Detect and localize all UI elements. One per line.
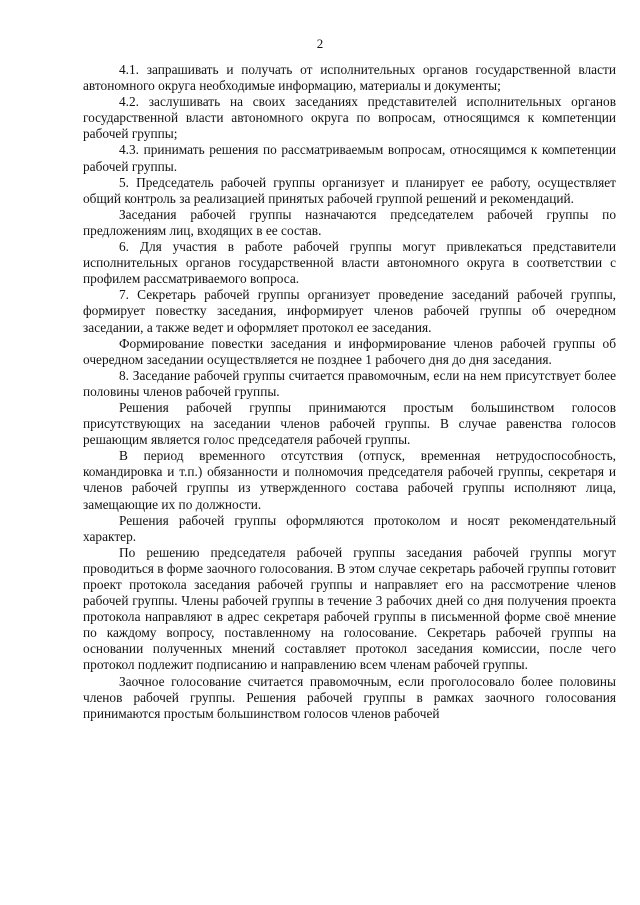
paragraph-temporary-absence: В период временного отсутствия (отпуск, временная нетрудоспособность, командировка и т.п.) обязанности и полномочия председателя рабочей группы, секретаря и членов рабочей группы из утвержденного состава рабочей группы исполняют лица, замещающие их по должности. [83, 448, 616, 512]
paragraph-meetings-scheduling: Заседания рабочей группы назначаются председателем рабочей группы по предложениям лиц, входящих в ее состав. [83, 206, 616, 238]
paragraph-4-1: 4.1. запрашивать и получать от исполнительных органов государственной власти автономного округа необходимые информацию, материалы и документы; [83, 62, 616, 94]
paragraph-4-3: 4.3. принимать решения по рассматриваемым вопросам, относящимся к компетенции рабочей группы. [83, 142, 616, 174]
paragraph-decisions-protocol: Решения рабочей группы оформляются протоколом и носят рекомендательный характер. [83, 512, 616, 544]
paragraph-5: 5. Председатель рабочей группы организует и планирует ее работу, осуществляет общий контроль за реализацией принятых рабочей группой решений и рекомендаций. [83, 174, 616, 206]
paragraph-absentee-voting: По решению председателя рабочей группы заседания рабочей группы могут проводиться в форме заочного голосования. В этом случае секретарь рабочей группы готовит проект протокола заседания рабочей группы и направляет его на рассмотрение членов рабочей группы. Члены рабочей группы в течение 3 рабочих дней со дня получения проекта протокола направляют в адрес секретаря рабочей группы в письменной форме своё мнение по каждому вопросу, поставленному на голосование. Секретарь рабочей группы на основании полученных мнений составляет протокол заседания комиссии, после чего протокол подлежит подписанию и направлению всем членам рабочей группы. [83, 544, 616, 673]
paragraph-7: 7. Секретарь рабочей группы организует проведение заседаний рабочей группы, формирует повестку заседания, информирует членов рабочей группы об очередном заседании, а также ведет и оформляет протокол ее заседания. [83, 287, 616, 335]
document-body [83, 62, 616, 722]
paragraph-agenda-notification: Формирование повестки заседания и информирование членов рабочей группы об очередном заседании осуществляется не позднее 1 рабочего дня до дня заседания. [83, 335, 616, 367]
paragraph-absentee-quorum: Заочное голосование считается правомочным, если проголосовало более половины членов рабочей группы. Решения рабочей группы в рамках заочного голосования принимаются простым большинством голосов членов рабочей [83, 673, 616, 721]
paragraph-4-2: 4.2. заслушивать на своих заседаниях представителей исполнительных органов государственной власти автономного округа по вопросам, относящимся к компетенции рабочей группы; [83, 94, 616, 142]
paragraph-6: 6. Для участия в работе рабочей группы могут привлекаться представители исполнительных органов государственной власти автономного округа в соответствии с профилем рассматриваемого вопроса. [83, 239, 616, 287]
paragraph-voting-majority: Решения рабочей группы принимаются простым большинством голосов присутствующих на заседании членов рабочей группы. В случае равенства голосов решающим является голос председателя рабочей группы. [83, 399, 616, 448]
page-number: 2 [316, 36, 324, 51]
paragraph-8: 8. Заседание рабочей группы считается правомочным, если на нем присутствует более половины членов рабочей группы. [83, 367, 616, 399]
